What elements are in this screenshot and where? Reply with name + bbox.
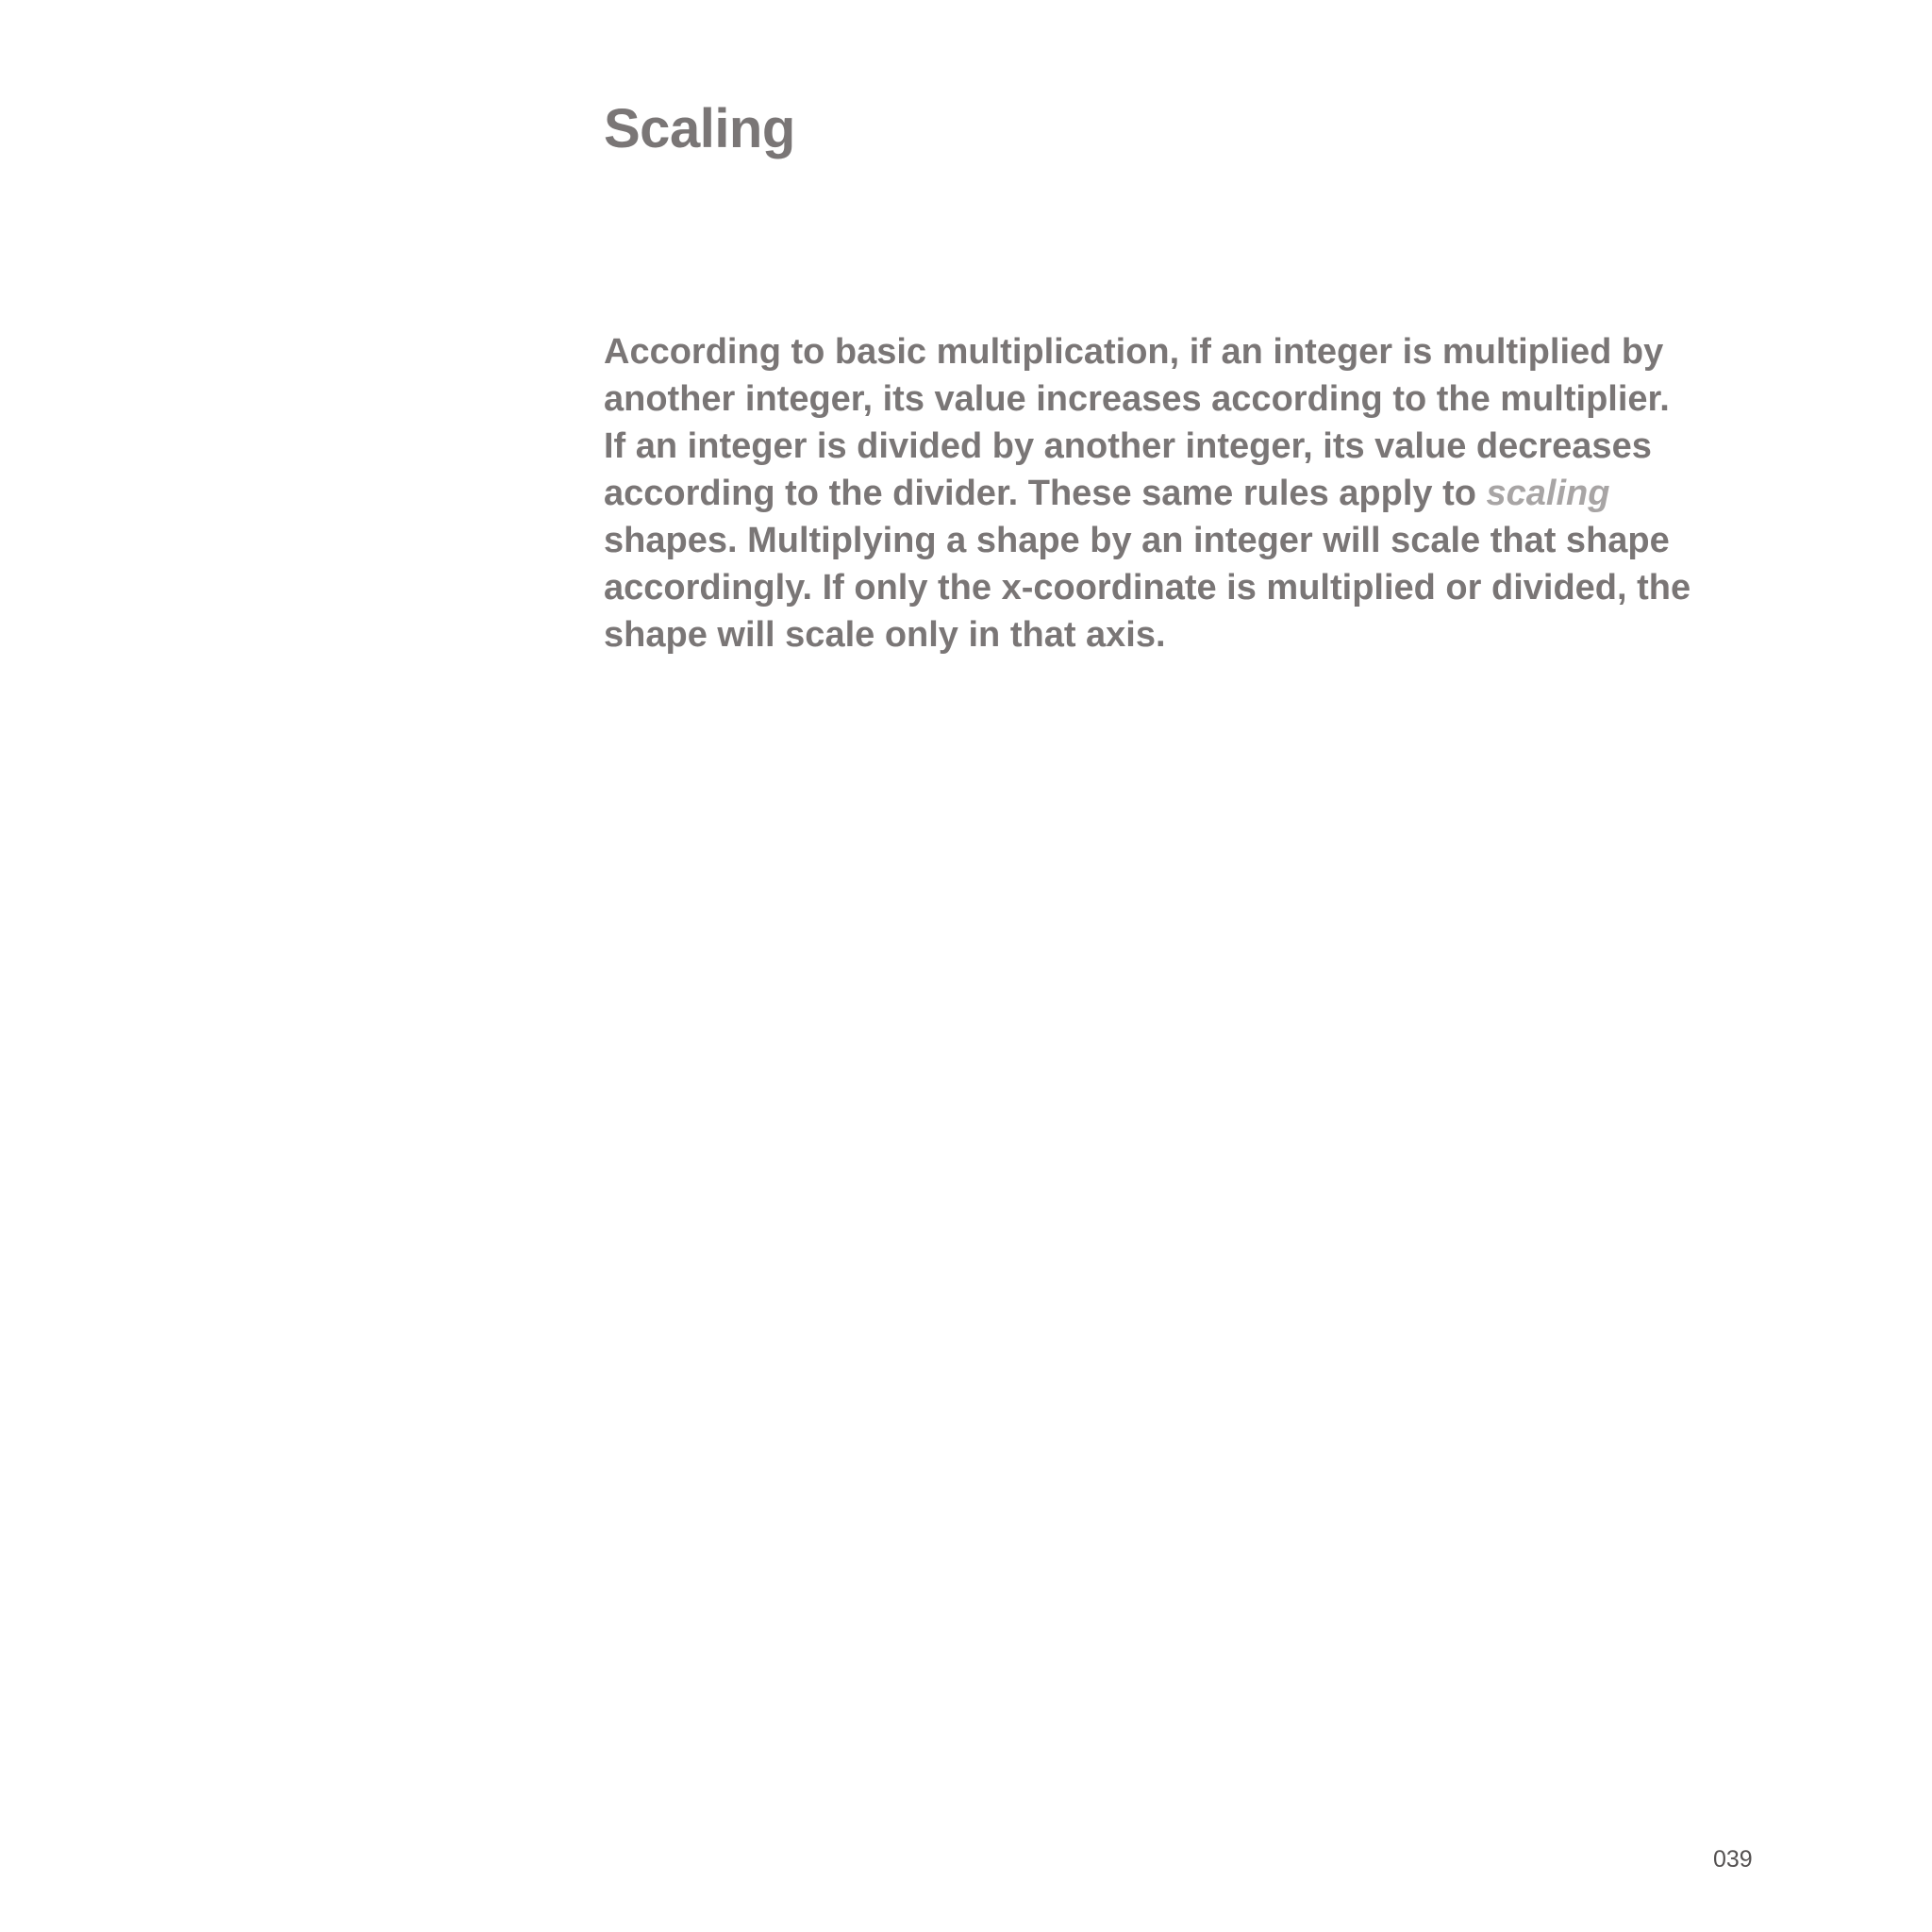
body-line: accordingly. If only the x-coordinate is multiplied or divided, the [604,568,1691,608]
body-line: According to basic multiplication, if an integer is multiplied by [604,332,1664,372]
page-number: 039 [1713,1846,1753,1873]
body-line: shapes. Multiplying a shape by an integer will scale that shape [604,521,1670,560]
page-title: Scaling [604,98,795,159]
body-line: another integer, its value increases according to the multiplier. [604,379,1670,419]
keyword-scaling: scaling [1486,474,1610,513]
body-line: If an integer is divided by another integer, its value decreases [604,426,1652,466]
body-line-text: according to the divider. These same rules apply to [604,474,1487,513]
body-line-with-keyword [604,470,1764,517]
body-line: shape will scale only in that axis. [604,615,1166,655]
body-paragraph [604,328,1764,658]
